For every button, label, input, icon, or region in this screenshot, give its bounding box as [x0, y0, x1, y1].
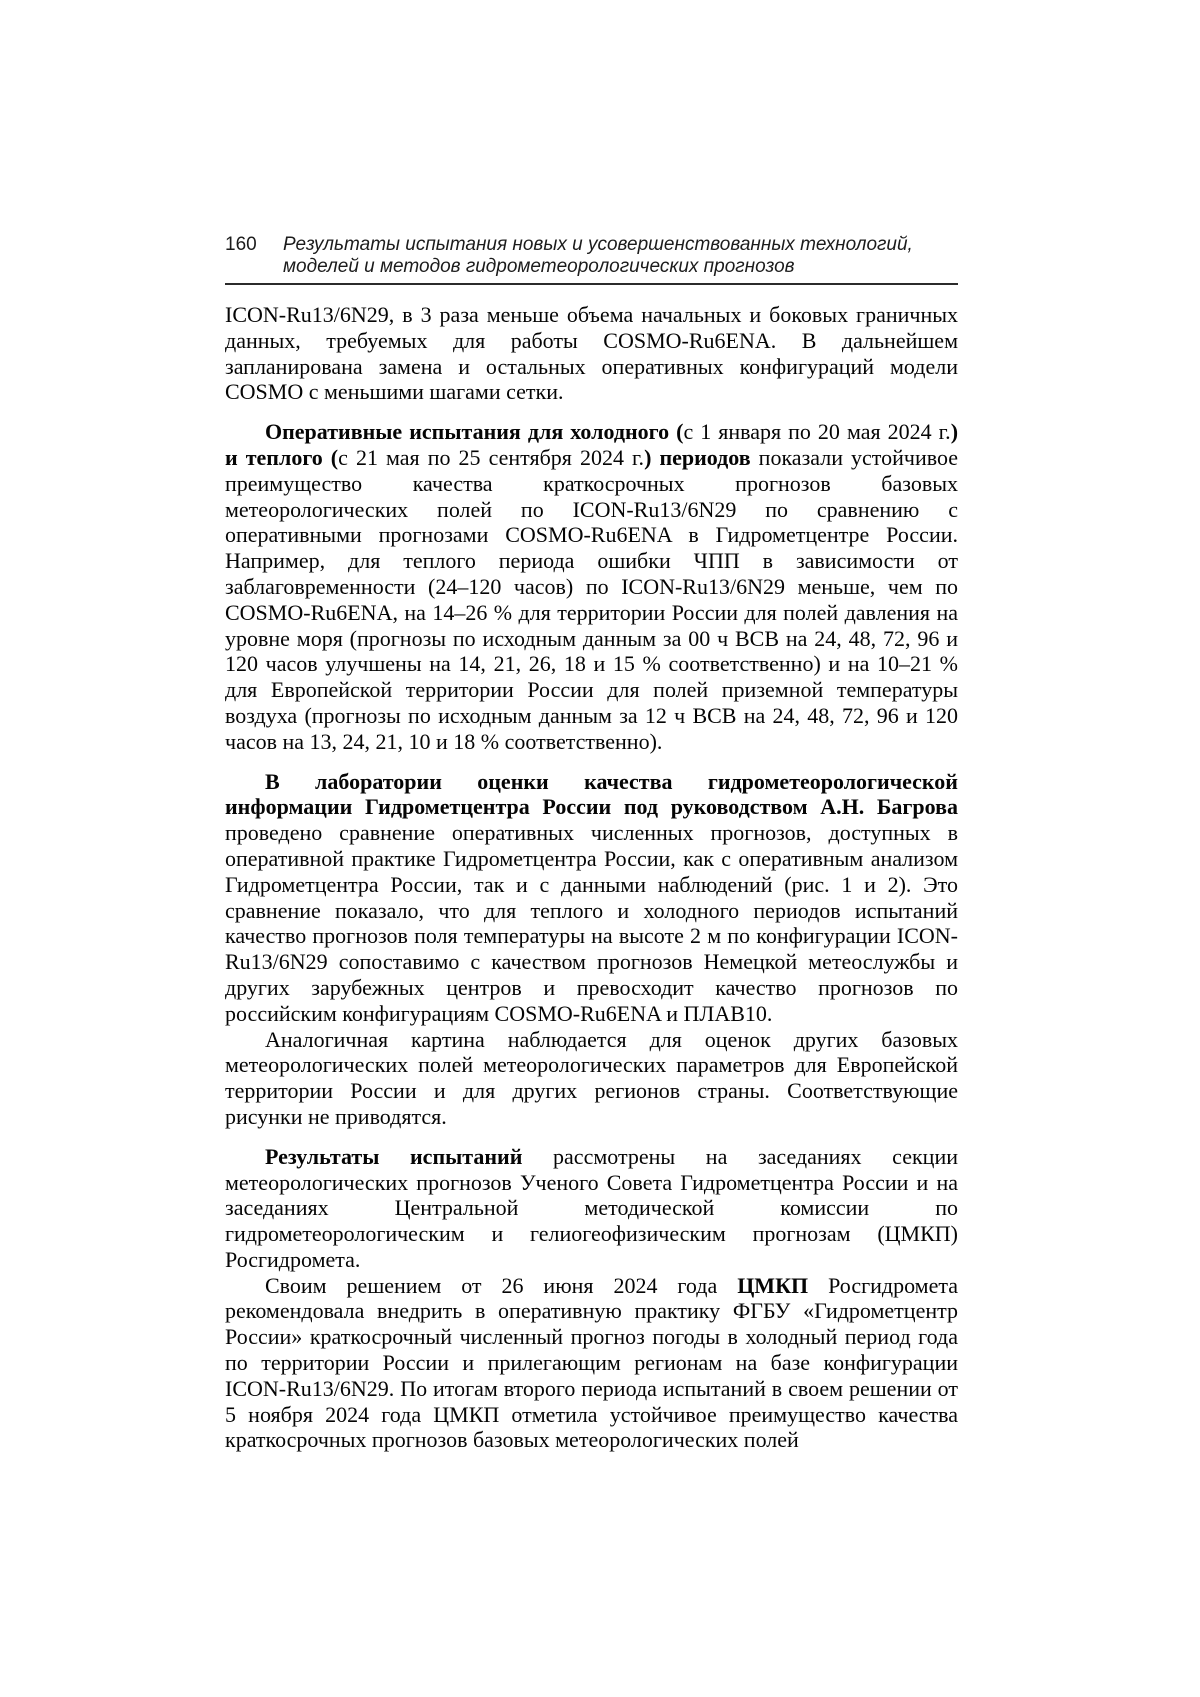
text-run: проведено сравнение оперативных численных прогнозов, доступных в оперативной практике Гидрометцентра России, как с оперативным анализом Гидрометцентра России, так и с данными наблюдений (рис. 1 и 2). Это сравнение показало, что для теплого и холодного периодов испытаний качество прогнозов поля температуры на высоте 2 м по конфигурации ICON-Ru13/6N29 сопоставимо с качеством прогнозов Немецкой метеослужбы и других зарубежных центров и превосходит качество прогнозов по российским конфигурациям COSMO-Ru6ENA и ПЛАВ10. [225, 820, 958, 1026]
text-run-bold: В лаборатории оценки качества гидрометеорологической информации Гидрометцентра России под руководством А.Н. Багрова [225, 768, 958, 820]
running-title: Результаты испытания новых и усовершенствованных технологий, моделей и методов гидрометеорологических прогнозов [283, 234, 913, 277]
page-content [225, 234, 958, 1453]
text-run: Своим решением от 26 июня 2024 года [265, 1272, 738, 1298]
header-rule [225, 283, 958, 285]
text-run: Росгидромета рекомендовала внедрить в оперативную практику ФГБУ «Гидрометцентр России» краткосрочный численный прогноз погоды в холодный период года по территории России и прилегающим регионам на базе конфигурации ICON-Ru13/6N29. По итогам второго периода испытаний в своем решении от 5 ноября 2024 года ЦМКП отметила устойчивое преимущество качества краткосрочных прогнозов базовых метеорологических полей [225, 1272, 958, 1453]
paragraph [225, 769, 958, 1027]
text-run: рассмотрены на заседаниях секции метеорологических прогнозов Ученого Совета Гидрометцентра России и на заседаниях Центральной методической комиссии по гидрометеорологическим и гелиогеофизическим прогнозам (ЦМКП) Росгидромета. [225, 1143, 958, 1272]
page-number: 160 [225, 234, 257, 255]
paragraph [225, 419, 958, 754]
text-run: ICON-Ru13/6N29, в 3 раза меньше объема начальных и боковых граничных данных, требуемых для работы COSMO-Ru6ENA. В дальнейшем запланирована замена и остальных оперативных конфигураций модели COSMO с меньшими шагами сетки. [225, 302, 958, 405]
text-run: показали устойчивое преимущество качества краткосрочных прогнозов базовых метеорологических полей по ICON-Ru13/6N29 по сравнению с оперативными прогнозами COSMO-Ru6ENA в Гидрометцентре России. Например, для теплого периода ошибки ЧПП в зависимости от заблаговременности (24–120 часов) по ICON-Ru13/6N29 меньше, чем по COSMO-Ru6ENA, на 14–26 % для территории России для полей давления на уровне моря (прогнозы по исходным данным за 00 ч ВСВ на 24, 48, 72, 96 и 120 часов улучшены на 14, 21, 26, 18 и 15 % соответственно) и на 10–21 % для Европейской территории России для полей приземной температуры воздуха (прогнозы по исходным данным за 12 ч ВСВ на 24, 48, 72, 96 и 120 часов на 13, 24, 21, 10 и 18 % соответственно). [225, 444, 958, 754]
text-run-bold: ) периодов [644, 444, 751, 470]
paragraph [225, 1144, 958, 1273]
text-run-bold: ЦМКП [737, 1272, 809, 1298]
text-run: с 1 января по 20 мая 2024 г. [683, 419, 951, 445]
text-run: с 21 мая по 25 сентября 2024 г. [338, 444, 645, 470]
document-body [225, 302, 958, 1453]
running-header [225, 234, 958, 278]
text-run-bold: ) и теплого ( [225, 419, 959, 470]
text-run: Аналогичная картина наблюдается для оценок других базовых метеорологических полей метеорологических параметров для Европейской территории России и для других регионов страны. Соответствующие рисунки не приводятся. [225, 1026, 958, 1129]
paragraph [225, 1027, 958, 1130]
paragraph [225, 302, 958, 405]
text-run-bold: Оперативные испытания для холодного ( [265, 419, 684, 445]
paragraph [225, 1273, 958, 1454]
text-run-bold: Результаты испытаний [265, 1143, 523, 1169]
